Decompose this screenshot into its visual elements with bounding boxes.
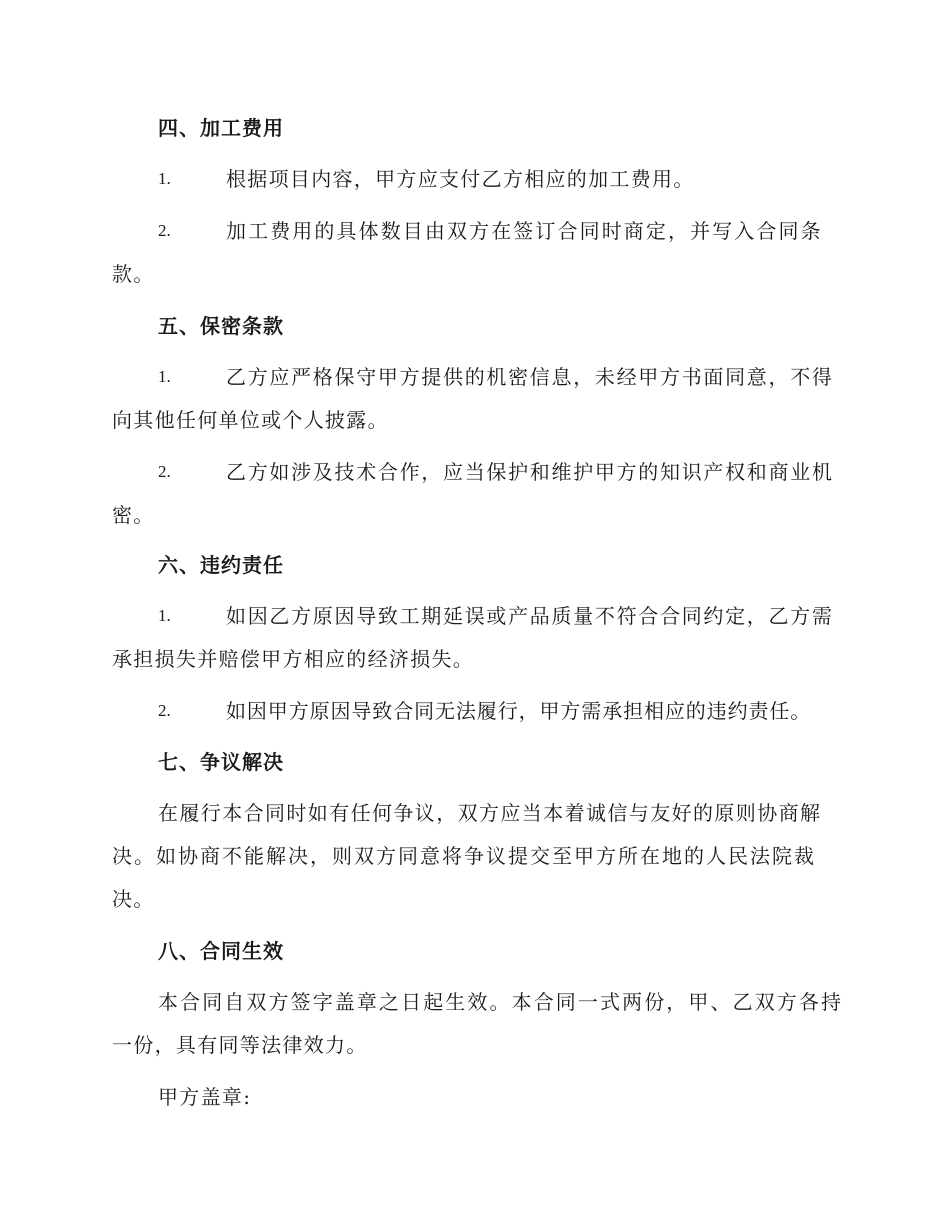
party-a-seal-label: 甲方盖章:	[158, 1085, 252, 1109]
list-item-text: 乙方应严格保守甲方提供的机密信息，未经甲方书面同意，不得	[226, 365, 834, 389]
list-item-text: 根据项目内容，甲方应支付乙方相应的加工费用。	[226, 167, 695, 191]
list-item-number: 2.	[158, 221, 171, 240]
section-heading-confidentiality: 五、保密条款	[158, 314, 284, 338]
list-item-text-continued: 承担损失并赔偿甲方相应的经济损失。	[112, 647, 475, 671]
section-heading-processing-fees: 四、加工费用	[158, 116, 284, 140]
list-item-text-continued: 款。	[112, 262, 155, 286]
section-heading-liability: 六、违约责任	[158, 553, 284, 577]
paragraph-line: 本合同自双方签字盖章之日起生效。本合同一式两份，甲、乙双方各持	[158, 990, 844, 1014]
paragraph-line: 一份，具有同等法律效力。	[112, 1033, 368, 1057]
list-item-number: 1.	[158, 169, 171, 188]
list-item-text: 加工费用的具体数目由双方在签订合同时商定，并写入合同条	[226, 219, 823, 243]
paragraph-line: 决。	[112, 887, 155, 911]
list-item-text: 如因乙方原因导致工期延误或产品质量不符合合同约定，乙方需	[226, 604, 834, 628]
section-heading-contract-effectiveness: 八、合同生效	[158, 939, 284, 963]
list-item-number: 1.	[158, 367, 171, 386]
list-item-text-continued: 密。	[112, 503, 155, 527]
list-item-text: 乙方如涉及技术合作，应当保护和维护甲方的知识产权和商业机	[226, 460, 834, 484]
list-item-number: 2.	[158, 701, 171, 720]
section-heading-dispute-resolution: 七、争议解决	[158, 750, 284, 774]
list-item-text-continued: 向其他任何单位或个人披露。	[112, 408, 389, 432]
paragraph-line: 在履行本合同时如有任何争议，双方应当本着诚信与友好的原则协商解	[158, 801, 822, 825]
list-item-number: 1.	[158, 606, 171, 625]
paragraph-line: 决。如协商不能解决，则双方同意将争议提交至甲方所在地的人民法院裁	[112, 844, 816, 868]
list-item-number: 2.	[158, 462, 171, 481]
list-item-text: 如因甲方原因导致合同无法履行，甲方需承担相应的违约责任。	[226, 699, 812, 723]
